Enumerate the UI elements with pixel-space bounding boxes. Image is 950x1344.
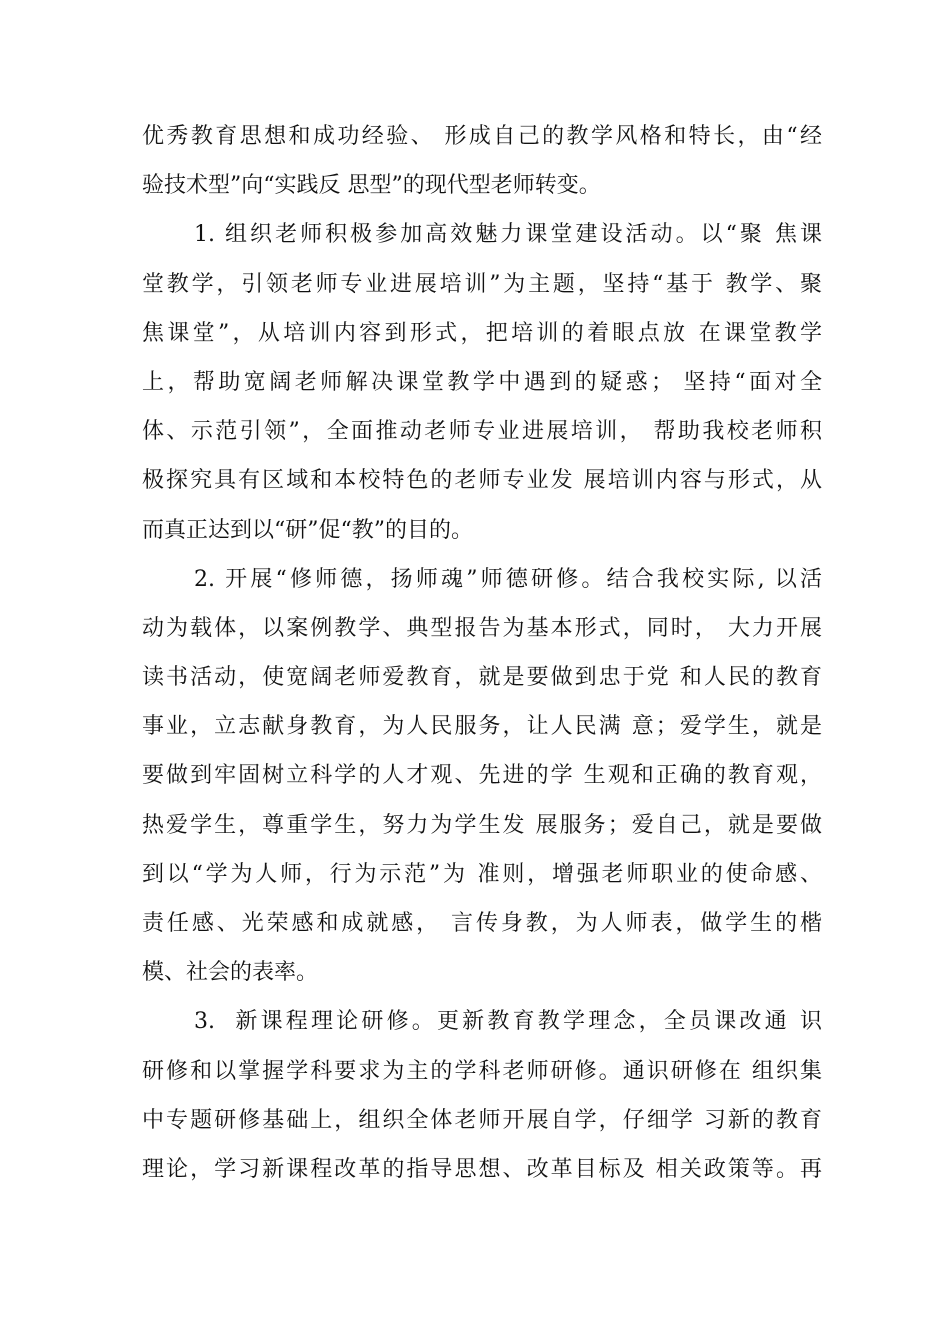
text-line: 验技术型”向“实践反 思型”的现代型老师转变。 xyxy=(142,173,601,199)
text-line: 焦课堂”，从培训内容到形式，把培训的着眼点放 在课堂教学 xyxy=(142,320,822,346)
text-line: 上，帮助宽阔老师解决课堂教学中遇到的疑惑； 坚持“面对全 xyxy=(142,369,822,395)
document-body xyxy=(142,112,822,1194)
text-line: 动为载体，以案例教学、典型报告为基本形式，同时， 大力开展 xyxy=(142,615,822,641)
text-line: 到以“学为人师，行为示范”为 准则，增强老师职业的使命感、 xyxy=(142,861,822,887)
text-line: 责任感、光荣感和成就感， 言传身教，为人师表，做学生的楷 xyxy=(142,911,822,936)
text-line: 而真正达到以“研”促“教”的目的。 xyxy=(142,517,473,543)
text-line: 研修和以掌握学科要求为主的学科老师研修。通识研修在 组织集 xyxy=(142,1058,822,1084)
text-line: 读书活动，使宽阔老师爱教育，就是要做到忠于党 和人民的教育 xyxy=(142,665,822,691)
text-line: 中专题研修基础上，组织全体老师开展自学，仔细学 习新的教育 xyxy=(142,1107,822,1133)
text-line: 堂教学，引领老师专业进展培训”为主题，坚持“基于 教学、聚 xyxy=(142,271,822,297)
text-line: 极探究具有区域和本校特色的老师专业发 展培训内容与形式，从 xyxy=(142,468,822,494)
paragraph-first-line: 3. 新课程理论研修。更新教育教学理念，全员课改通 识 xyxy=(194,1009,822,1035)
text-line: 优秀教育思想和成功经验、 形成自己的教学风格和特长，由“经 xyxy=(142,124,822,149)
paragraph-first-line: 1. 组织老师积极参加高效魅力课堂建设活动。以“聚 焦课 xyxy=(194,222,822,248)
text-line: 模、社会的表率。 xyxy=(142,960,319,986)
paragraph-first-line: 2. 开展“修师德，扬师魂”师德研修。结合我校实际, 以活 xyxy=(194,566,822,592)
text-line: 体、示范引领”，全面推动老师专业进展培训， 帮助我校老师积 xyxy=(142,419,822,445)
text-line: 理论，学习新课程改革的指导思想、改革目标及 相关政策等。再 xyxy=(142,1156,822,1182)
text-line: 事业，立志献身教育，为人民服务，让人民满 意；爱学生，就是 xyxy=(142,714,822,740)
text-line: 要做到牢固树立科学的人才观、先进的学 生观和正确的教育观， xyxy=(142,763,822,789)
text-line: 热爱学生，尊重学生，努力为学生发 展服务；爱自己，就是要做 xyxy=(142,812,822,838)
